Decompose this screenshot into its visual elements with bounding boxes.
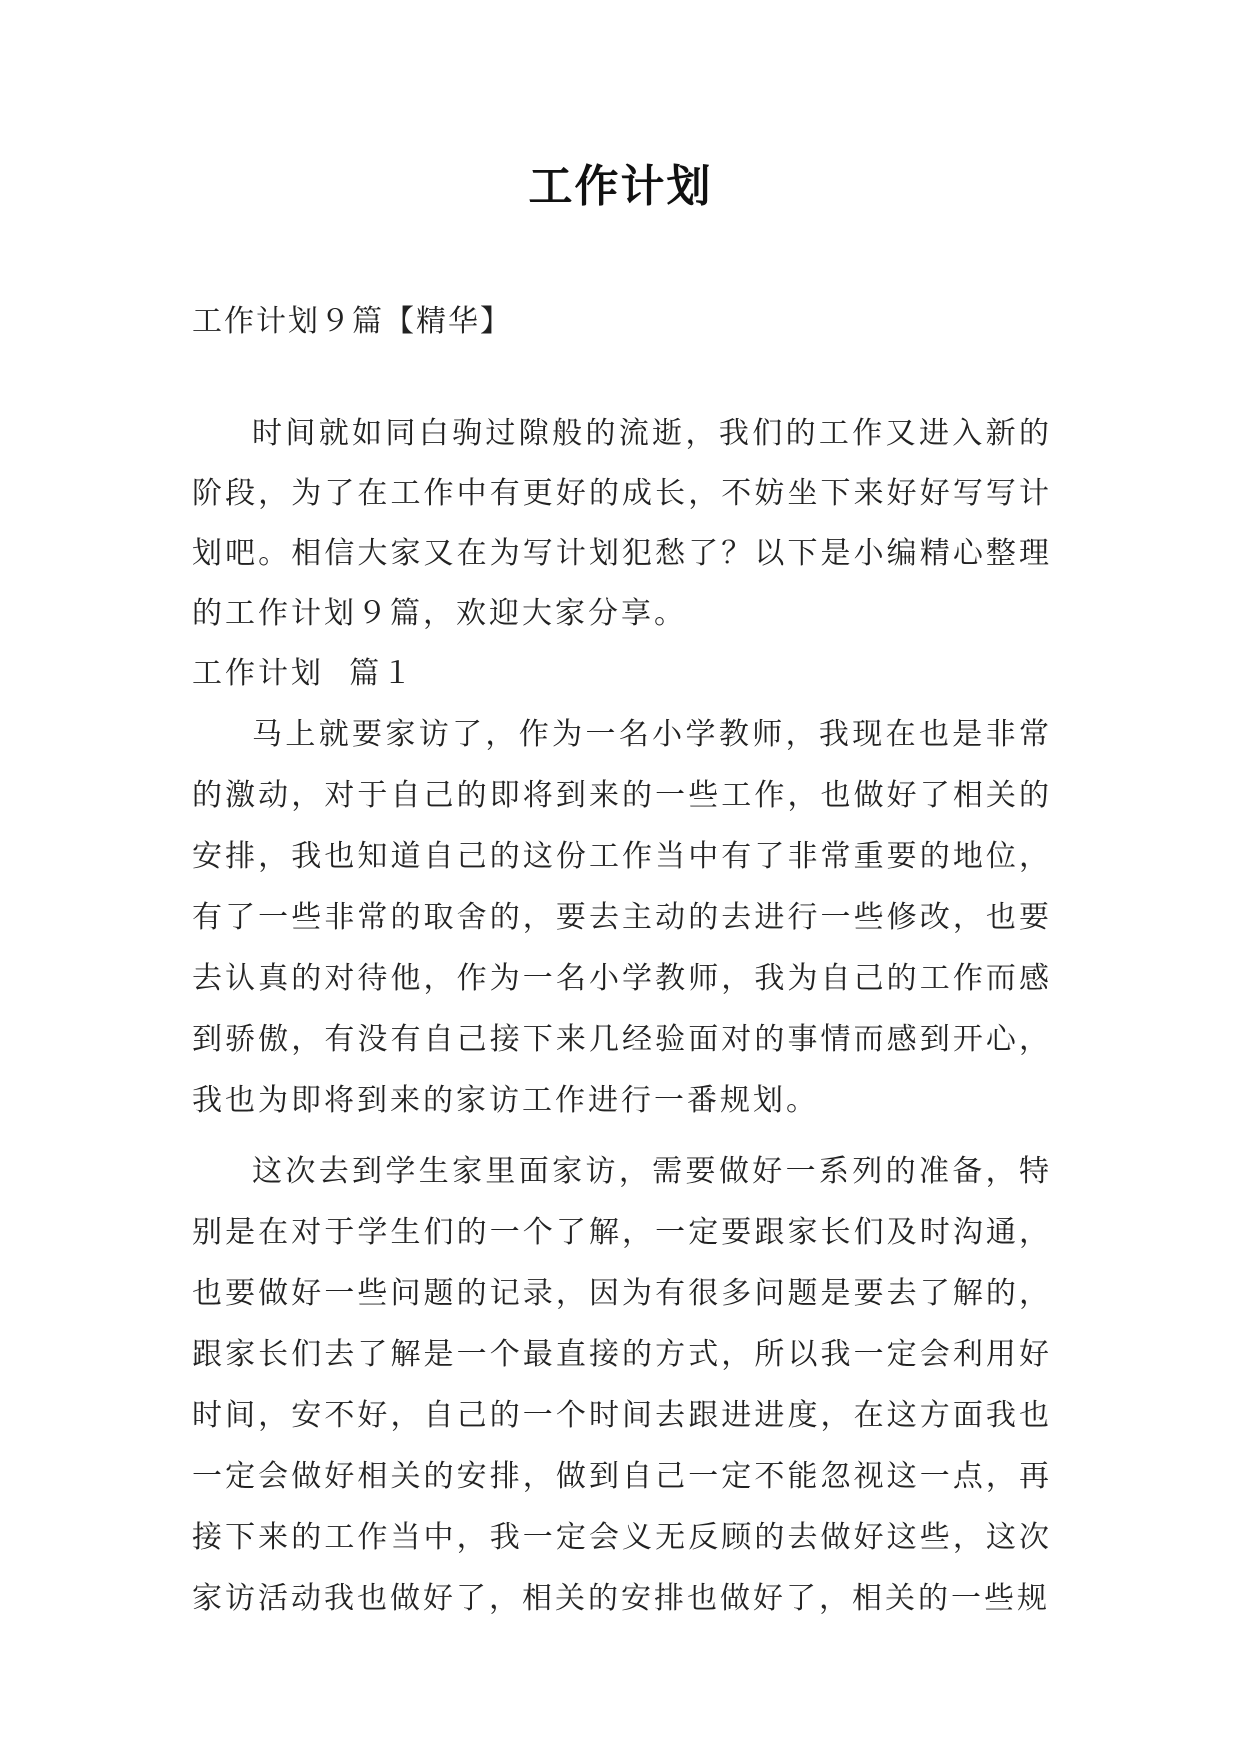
document-subtitle: 工作计划９篇【精华】 xyxy=(192,304,512,339)
document-title: 工作计划 xyxy=(528,161,713,212)
intro-paragraph: 时间就如同白驹过隙般的流逝，我们的工作又进入新的阶段，为了在工作中有更好的成长，不妨坐下来好好写写计划吧。相信大家又在为写计划犯愁了？以下是小编精心整理的工作计划９篇，欢迎大家分享。 xyxy=(192,416,1052,631)
body-paragraph: 马上就要家访了，作为一名小学教师，我现在也是非常的激动，对于自己的即将到来的一些工作，也做好了相关的安排，我也知道自己的这份工作当中有了非常重要的地位，有了一些非常的取舍的，要去主动的去进行一些修改，也要去认真的对待他，作为一名小学教师，我为自己的工作而感到骄傲，有没有自己接下来几经验面对的事情而感到开心，我也为即将到来的家访工作进行一番规划。 xyxy=(192,717,1052,1118)
document-body xyxy=(192,404,1052,1629)
section-heading: 工作计划 篇１ xyxy=(192,656,416,691)
body-paragraph: 这次去到学生家里面家访，需要做好一系列的准备，特别是在对于学生们的一个了解，一定要跟家长们及时沟通，也要做好一些问题的记录，因为有很多问题是要去了解的，跟家长们去了解是一个最直接的方式，所以我一定会利用好时间，安不好，自己的一个时间去跟进进度，在这方面我也一定会做好相关的安排，做到自己一定不能忽视这一点，再接下来的工作当中，我一定会义无反顾的去做好这些，这次家访活动我也做好了，相关的安排也做好了，相关的一些规 xyxy=(192,1154,1052,1616)
